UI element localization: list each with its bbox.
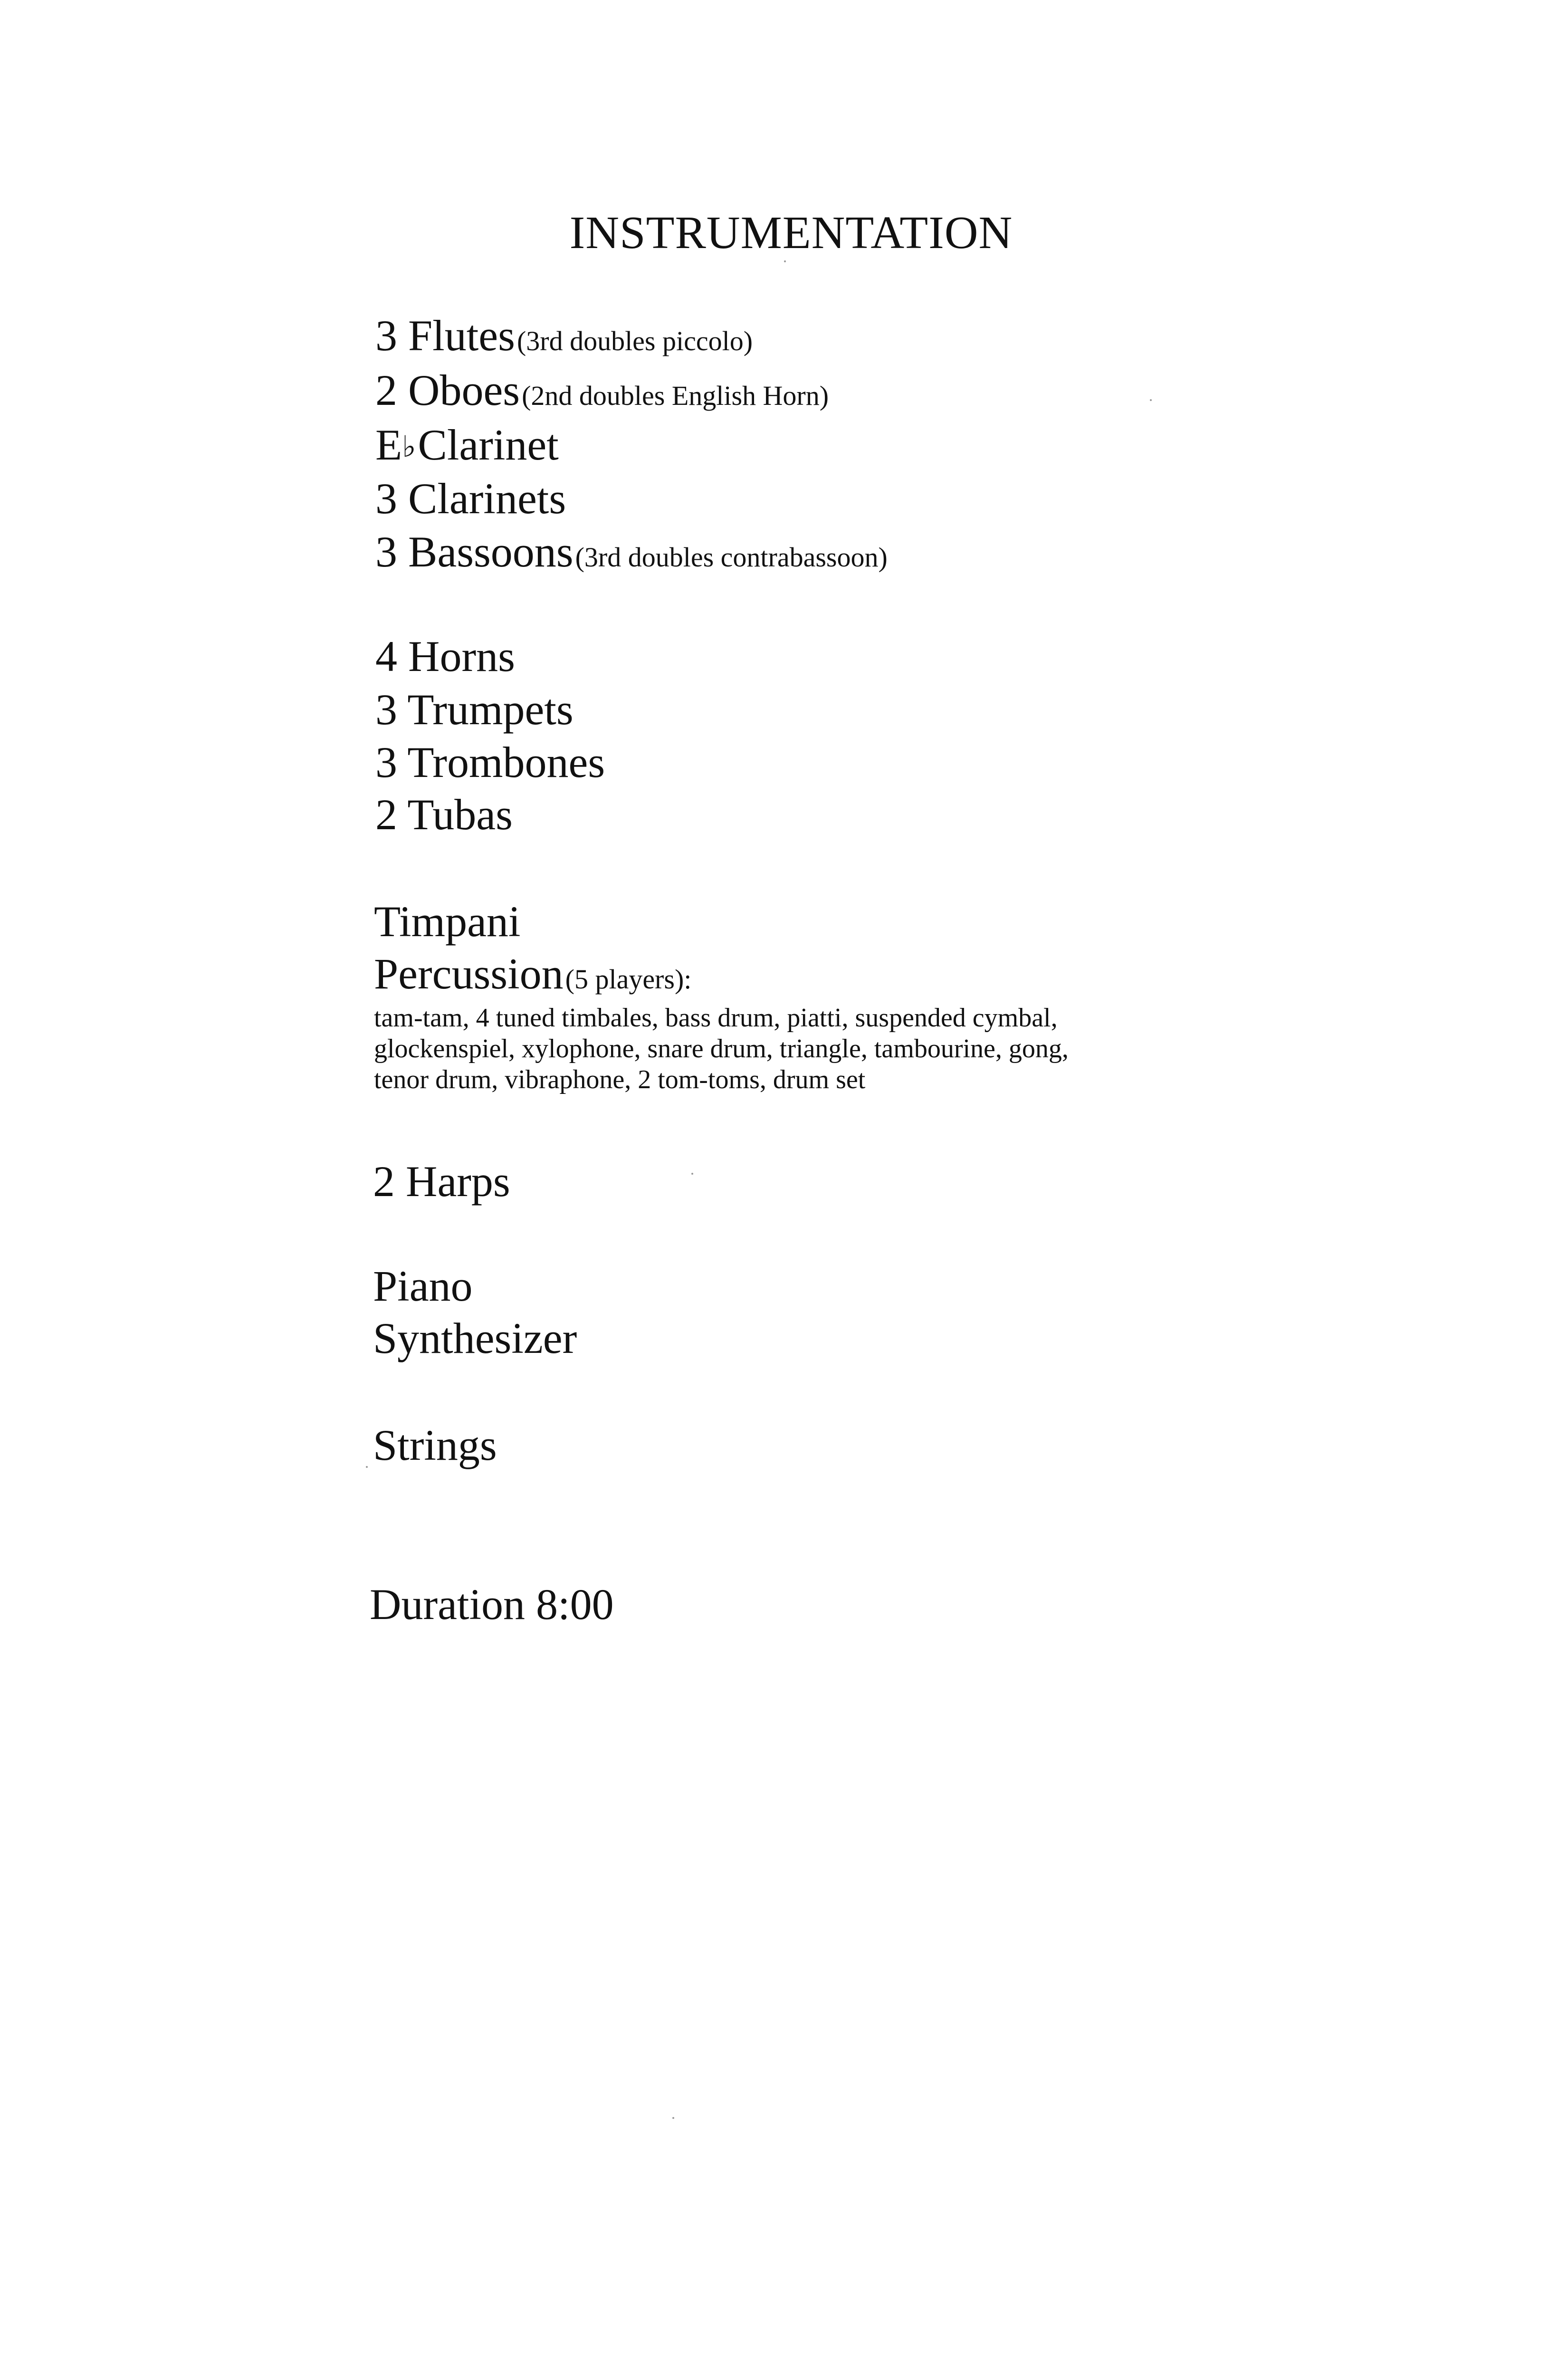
- duration: Duration 8:00: [370, 1580, 614, 1629]
- keyboard-synthesizer: Synthesizer: [373, 1314, 577, 1362]
- woodwind-flutes: [375, 311, 753, 360]
- harps: 2 Harps: [373, 1157, 510, 1206]
- brass-trumpets: 3 Trumpets: [375, 685, 574, 734]
- percussion-list-line: tenor drum, vibraphone, 2 tom-toms, drum set: [374, 1065, 866, 1094]
- instrument-name: 3 Clarinets: [375, 474, 566, 523]
- instrument-name: 3 Flutes: [375, 311, 515, 360]
- instrument-name: Clarinet: [418, 421, 559, 469]
- scan-speck: [691, 1173, 693, 1175]
- woodwind-oboes: [375, 368, 829, 412]
- scan-speck: [784, 260, 786, 262]
- instrument-note: (3rd doubles contrabassoon): [575, 542, 888, 573]
- brass-trombones: 3 Trombones: [375, 738, 605, 786]
- percussion-heading: [374, 949, 692, 998]
- scan-speck: [672, 2117, 674, 2119]
- instrument-name: 2 Oboes: [375, 366, 520, 414]
- brass-horns: 4 Horns: [375, 632, 515, 680]
- percussion-players: (5 players):: [565, 964, 692, 995]
- woodwind-eb-clarinet: [375, 423, 559, 467]
- strings: Strings: [373, 1421, 497, 1469]
- percussion-list-line: tam-tam, 4 tuned timbales, bass drum, piatti, suspended cymbal,: [374, 1003, 1058, 1033]
- flat-symbol: ♭: [402, 429, 416, 464]
- percussion-label: Percussion: [374, 949, 564, 998]
- percussion-list: [374, 1003, 1277, 1095]
- timpani: Timpani: [374, 897, 521, 946]
- woodwind-clarinets: [375, 474, 566, 523]
- woodwind-bassoons: [375, 527, 888, 576]
- page-title: INSTRUMENTATION: [569, 207, 1013, 259]
- scan-speck: [366, 1466, 368, 1468]
- percussion-list-line: glockenspiel, xylophone, snare drum, triangle, tambourine, gong,: [374, 1034, 1069, 1063]
- scan-speck: [1150, 399, 1152, 401]
- instrument-key: E: [375, 421, 402, 469]
- instrument-note: (2nd doubles English Horn): [522, 380, 829, 411]
- instrument-note: (3rd doubles piccolo): [516, 326, 753, 356]
- keyboard-piano: Piano: [373, 1262, 473, 1310]
- brass-tubas: 2 Tubas: [375, 790, 513, 839]
- instrument-name: 3 Bassoons: [375, 527, 574, 576]
